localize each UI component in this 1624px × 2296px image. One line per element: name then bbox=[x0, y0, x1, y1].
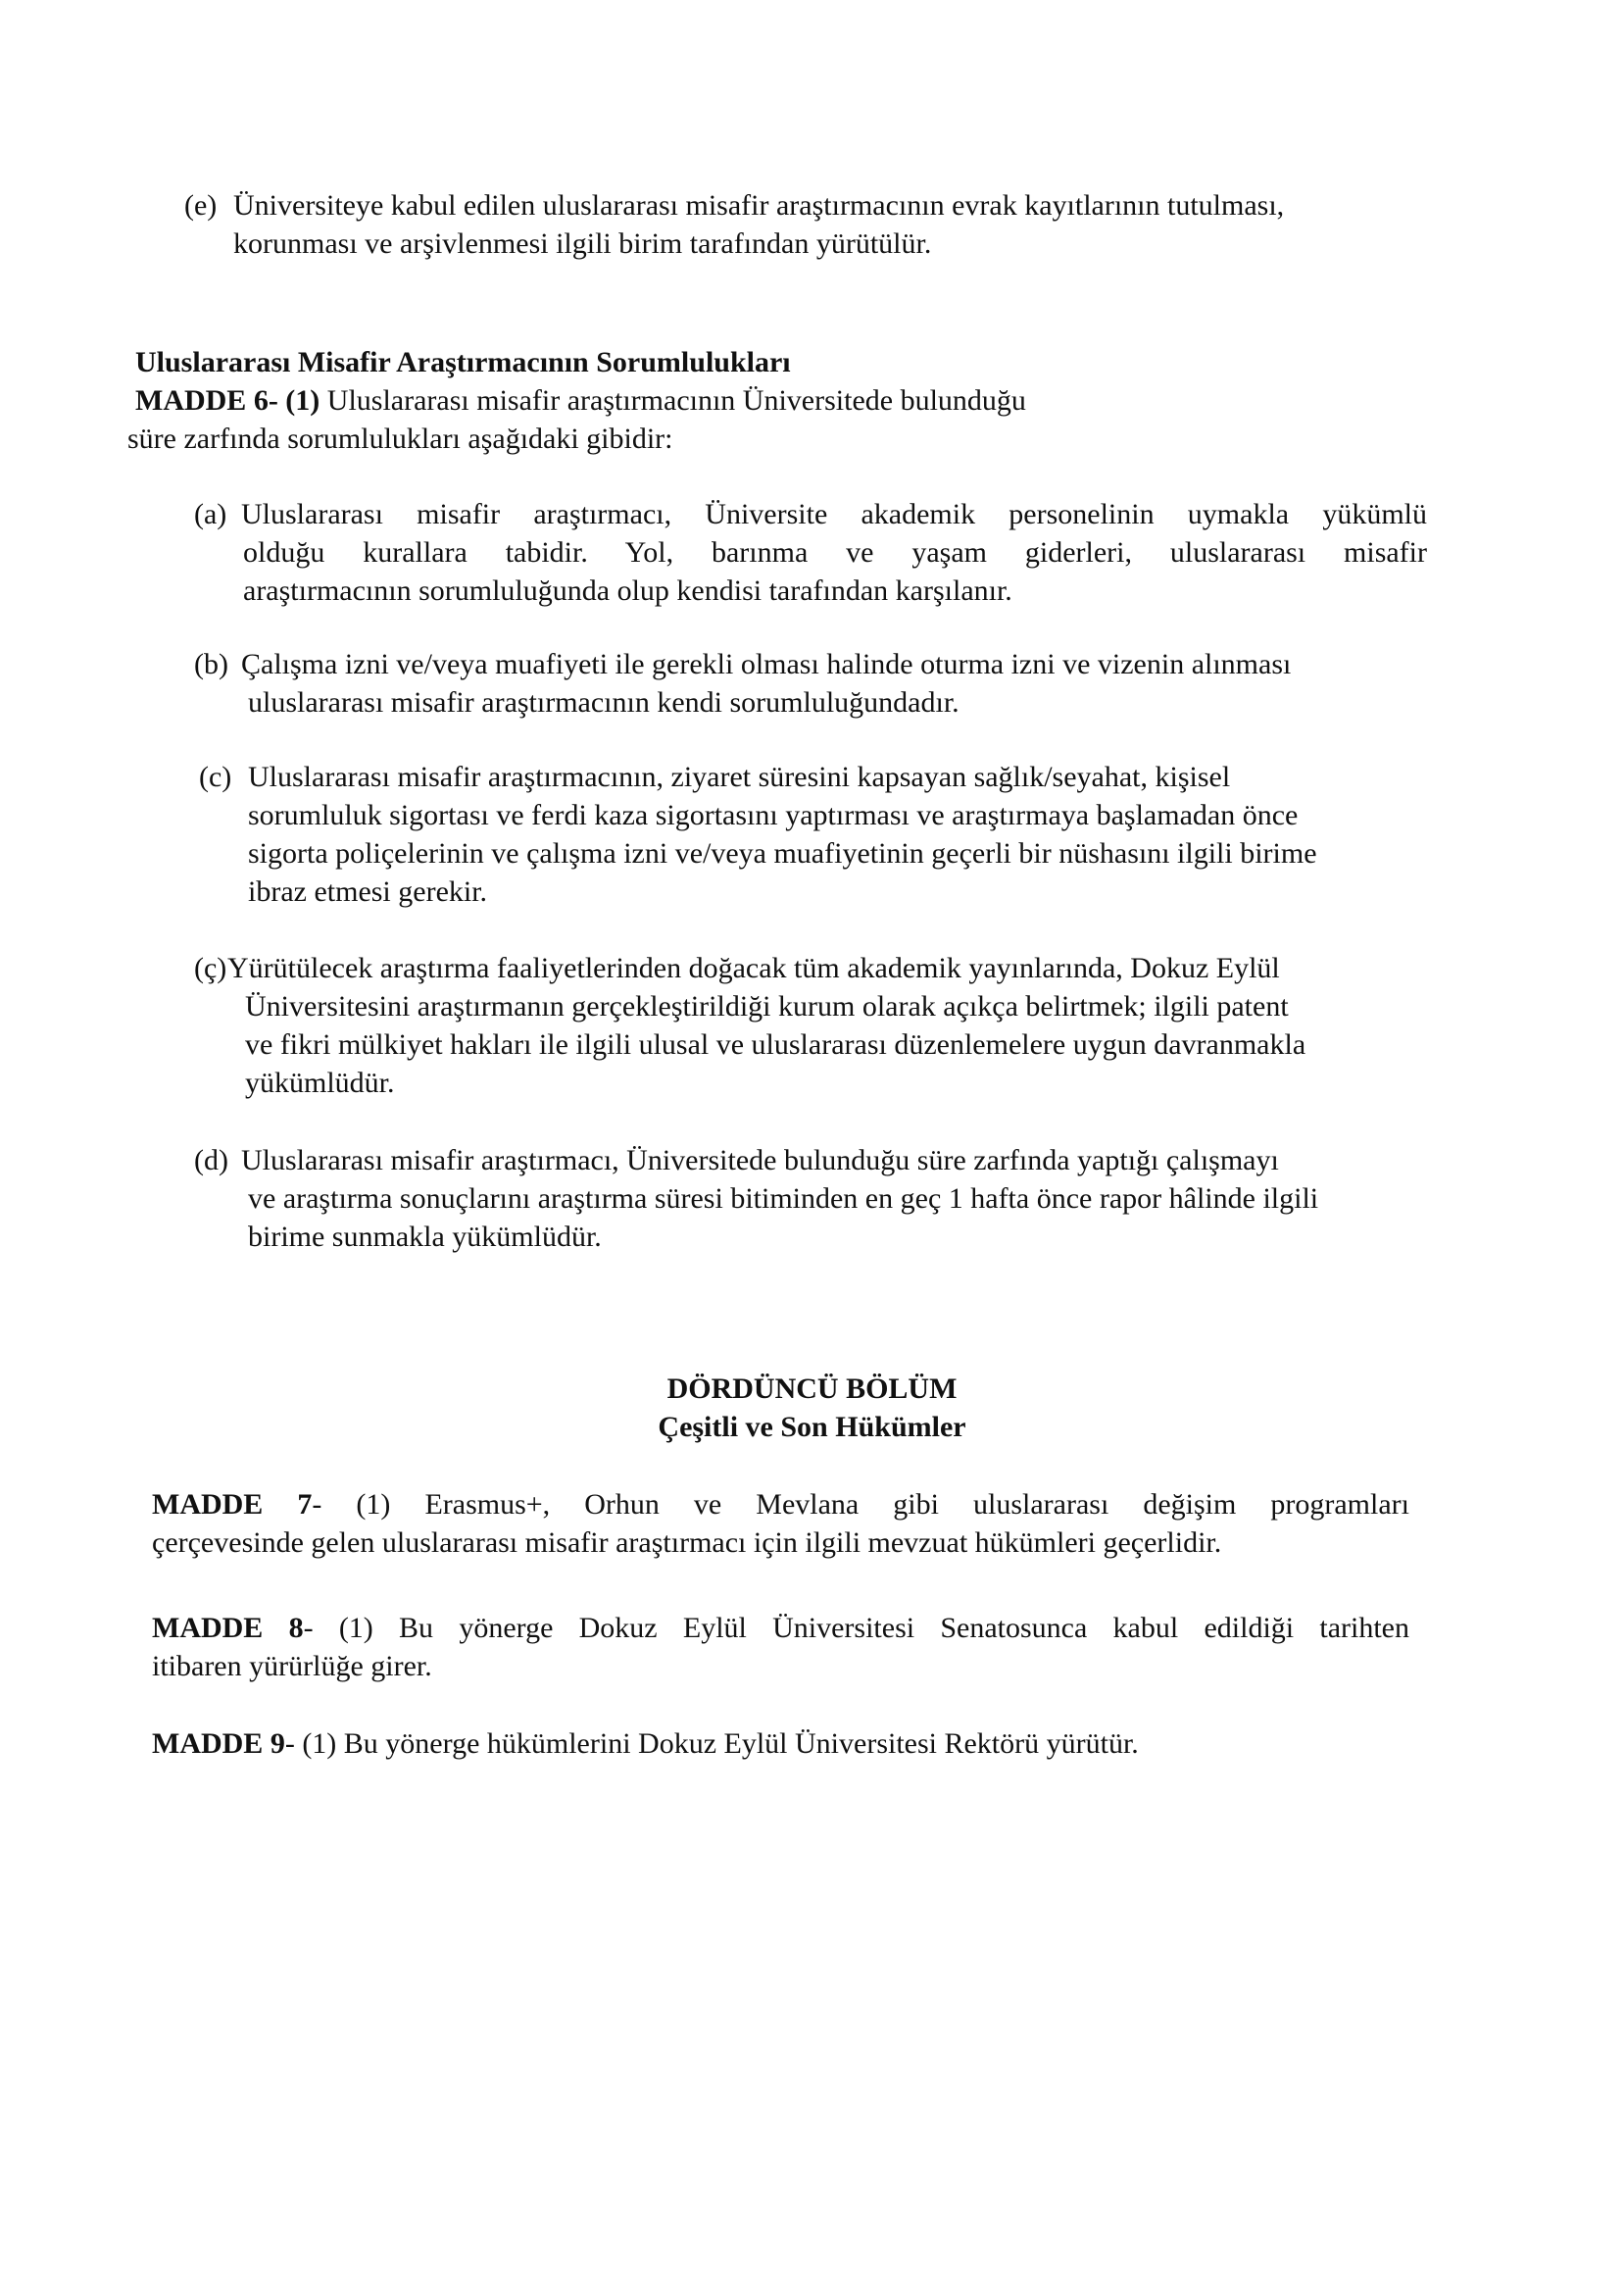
item-c-cedilla-line-2: Üniversitesini araştırmanın gerçekleştirildiği kurum olarak açıkça belirtmek; ilgili patent bbox=[245, 990, 1289, 1023]
chapter-heading bbox=[0, 1370, 1624, 1446]
madde-8-label: MADDE 8 bbox=[152, 1612, 304, 1644]
madde-7-line-1: - (1) Erasmus+, Orhun ve Mevlana gibi uluslararası değişim programları bbox=[312, 1488, 1409, 1521]
item-a-label: (a) bbox=[194, 498, 227, 530]
madde-7-line-2: çerçevesinde gelen uluslararası misafir araştırmacı için ilgili mevzuat hükümleri geçerlidir. bbox=[152, 1526, 1222, 1559]
item-c-line-3: sigorta poliçelerinin ve çalışma izni ve/veya muafiyetinin geçerli bir nüshasını ilgili birime bbox=[248, 837, 1317, 870]
item-a-line-2: olduğu kurallara tabidir. Yol, barınma ve yaşam giderleri, uluslararası misafir bbox=[243, 536, 1427, 569]
item-e-line-2: korunması ve arşivlenmesi ilgili birim tarafından yürütülür. bbox=[233, 227, 932, 260]
madde-6-intro-line-2: süre zarfında sorumlulukları aşağıdaki gibidir: bbox=[127, 423, 673, 455]
item-d bbox=[194, 1141, 1429, 1256]
item-c-cedilla-label: (ç) bbox=[194, 952, 227, 984]
item-c-line-2: sorumluluk sigortası ve ferdi kaza sigortasını yaptırması ve araştırmaya başlamadan önce bbox=[248, 799, 1299, 831]
item-c bbox=[199, 758, 1424, 911]
madde-6-intro bbox=[127, 381, 1409, 458]
chapter-subtitle: Çeşitli ve Son Hükümler bbox=[658, 1411, 966, 1443]
item-d-line-3: birime sunmakla yükümlüdür. bbox=[248, 1221, 602, 1253]
madde-9 bbox=[152, 1724, 1409, 1763]
item-b-line-2: uluslararası misafir araştırmacının kendi sorumluluğundadır. bbox=[248, 686, 960, 719]
madde-9-label: MADDE 9 bbox=[152, 1727, 285, 1760]
madde-6-label: MADDE 6- (1) bbox=[135, 384, 320, 417]
item-e-line-1: Üniversiteye kabul edilen uluslararası misafir araştırmacının evrak kayıtlarının tutulması, bbox=[233, 189, 1285, 222]
item-b-line-1: Çalışma izni ve/veya muafiyeti ile gerekli olması halinde oturma izni ve vizenin alınması bbox=[241, 648, 1292, 680]
item-b-label: (b) bbox=[194, 648, 228, 680]
item-d-line-2: ve araştırma sonuçlarını araştırma süresi bitiminden en geç 1 hafta önce rapor hâlinde ilgili bbox=[248, 1182, 1319, 1215]
item-d-label: (d) bbox=[194, 1144, 228, 1176]
item-c-line-4: ibraz etmesi gerekir. bbox=[248, 875, 488, 908]
chapter-title: DÖRDÜNCÜ BÖLÜM bbox=[666, 1373, 958, 1405]
section-6-heading: Uluslararası Misafir Araştırmacının Sorumlulukları bbox=[135, 346, 791, 378]
item-e bbox=[184, 186, 1429, 263]
item-d-line-1: Uluslararası misafir araştırmacı, Üniversitede bulunduğu süre zarfında yaptığı çalışmayı bbox=[241, 1144, 1279, 1176]
item-a-line-1: Uluslararası misafir araştırmacı, Üniversite akademik personelinin uymakla yükümlü bbox=[241, 498, 1427, 530]
madde-8 bbox=[152, 1609, 1409, 1685]
item-a bbox=[194, 495, 1427, 610]
item-c-cedilla-line-1: Yürütülecek araştırma faaliyetlerinden doğacak tüm akademik yayınlarında, Dokuz Eylül bbox=[227, 952, 1280, 984]
item-c-line-1: Uluslararası misafir araştırmacının, ziyaret süresini kapsayan sağlık/seyahat, kişisel bbox=[248, 761, 1231, 793]
item-c-cedilla bbox=[194, 949, 1429, 1102]
item-e-label: (e) bbox=[184, 189, 218, 222]
item-a-line-3: araştırmacının sorumluluğunda olup kendisi tarafından karşılanır. bbox=[243, 574, 1012, 607]
item-c-label: (c) bbox=[199, 761, 232, 793]
item-c-cedilla-line-3: ve fikri mülkiyet hakları ile ilgili ulusal ve uluslararası düzenlemelere uygun davranmakla bbox=[245, 1028, 1306, 1061]
madde-6-intro-line-1: Uluslararası misafir araştırmacının Üniversitede bulunduğu bbox=[320, 384, 1026, 417]
item-c-cedilla-line-4: yükümlüdür. bbox=[245, 1067, 395, 1099]
madde-8-line-2: itibaren yürürlüğe girer. bbox=[152, 1650, 432, 1682]
item-b bbox=[194, 645, 1429, 722]
madde-7 bbox=[152, 1485, 1409, 1562]
madde-7-label: MADDE 7 bbox=[152, 1488, 313, 1521]
madde-8-line-1: - (1) Bu yönerge Dokuz Eylül Üniversitesi Senatosunca kabul edildiği tarihten bbox=[303, 1612, 1409, 1644]
madde-9-line-1: - (1) Bu yönerge hükümlerini Dokuz Eylül Üniversitesi Rektörü yürütür. bbox=[284, 1727, 1139, 1760]
